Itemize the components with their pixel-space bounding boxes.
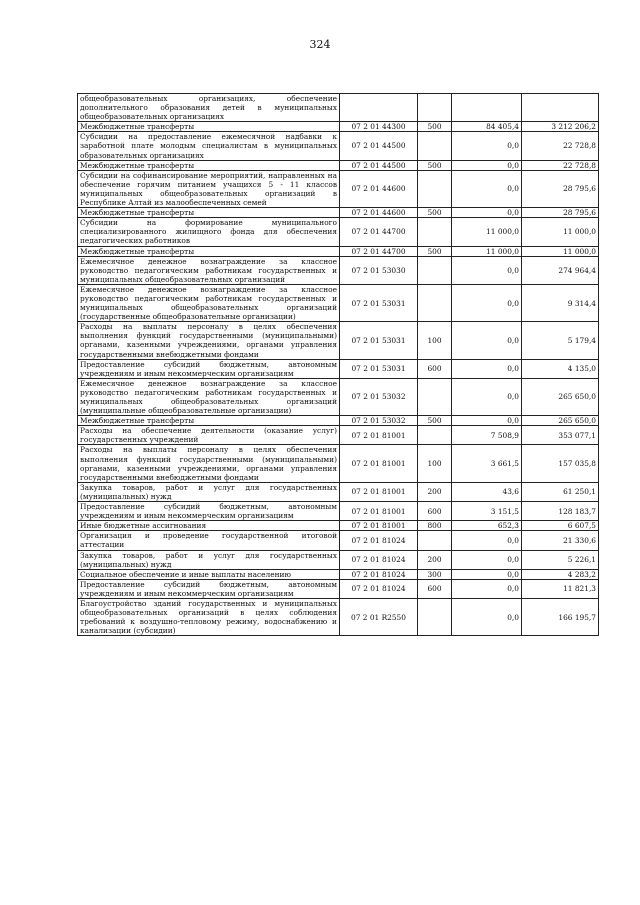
table-row	[78, 94, 599, 122]
table-row	[78, 218, 599, 246]
amount-column-2-cell: 9 314,4	[522, 284, 599, 321]
expense-type-cell: 100	[418, 445, 452, 482]
expense-name-cell: Иные бюджетные ассигнования	[78, 521, 340, 531]
amount-column-2-cell: 6 607,5	[522, 521, 599, 531]
table-row	[78, 482, 599, 501]
budget-code-cell: 07 2 01 81024	[340, 550, 418, 569]
budget-code-cell: 07 2 01 44500	[340, 132, 418, 160]
table-row	[78, 416, 599, 426]
budget-code-cell: 07 2 01 81024	[340, 579, 418, 598]
expense-type-cell: 600	[418, 359, 452, 378]
budget-code-cell: 07 2 01 81001	[340, 482, 418, 501]
expense-name-cell: Субсидии на предоставление ежемесячной надбавки к заработной плате молодым специалистам в муниципальных образовательных организациях	[78, 132, 340, 160]
budget-code-cell: 07 2 01 81001	[340, 521, 418, 531]
expense-type-cell: 800	[418, 521, 452, 531]
amount-column-1-cell: 0,0	[452, 569, 522, 579]
table-row	[78, 160, 599, 170]
expense-type-cell: 100	[418, 322, 452, 359]
amount-column-1-cell: 0,0	[452, 208, 522, 218]
amount-column-1-cell: 0,0	[452, 322, 522, 359]
table-row	[78, 426, 599, 445]
table-row	[78, 569, 599, 579]
budget-code-cell: 07 2 01 53032	[340, 416, 418, 426]
expense-name-cell: Закупка товаров, работ и услуг для государственных (муниципальных) нужд	[78, 482, 340, 501]
budget-code-cell: 07 2 01 81001	[340, 445, 418, 482]
table-row	[78, 170, 599, 207]
amount-column-1-cell: 0,0	[452, 284, 522, 321]
amount-column-1-cell: 0,0	[452, 132, 522, 160]
expense-name-cell: Межбюджетные трансферты	[78, 416, 340, 426]
amount-column-1-cell: 0,0	[452, 579, 522, 598]
amount-column-2-cell	[522, 94, 599, 122]
expense-name-cell: Предоставление субсидий бюджетным, автономным учреждениям и иным некоммерческим организациям	[78, 502, 340, 521]
table-row	[78, 122, 599, 132]
expense-name-cell: Межбюджетные трансферты	[78, 122, 340, 132]
expense-name-cell: Расходы на выплаты персоналу в целях обеспечения выполнения функций государственными (муниципальными) органами, казенными учреждениями, органами управления государственными внебюджетными фондами	[78, 445, 340, 482]
expense-type-cell	[418, 256, 452, 284]
table-row	[78, 256, 599, 284]
budget-code-cell: 07 2 01 81024	[340, 531, 418, 550]
amount-column-2-cell: 28 795,6	[522, 170, 599, 207]
expense-name-cell: Субсидии на формирование муниципального специализированного жилищного фонда для обеспечения педагогических работников	[78, 218, 340, 246]
table-row	[78, 521, 599, 531]
budget-code-cell: 07 2 01 44600	[340, 170, 418, 207]
expense-name-cell: Организация и проведение государственной итоговой аттестации	[78, 531, 340, 550]
table-row	[78, 531, 599, 550]
amount-column-2-cell: 28 795,6	[522, 208, 599, 218]
expense-type-cell: 500	[418, 160, 452, 170]
table-row	[78, 208, 599, 218]
expense-type-cell	[418, 598, 452, 635]
amount-column-1-cell: 3 151,5	[452, 502, 522, 521]
amount-column-1-cell: 0,0	[452, 378, 522, 415]
table-row	[78, 246, 599, 256]
expense-type-cell: 600	[418, 579, 452, 598]
table-row	[78, 284, 599, 321]
amount-column-1-cell: 84 405,4	[452, 122, 522, 132]
budget-code-cell: 07 2 01 R2550	[340, 598, 418, 635]
expense-type-cell	[418, 378, 452, 415]
budget-code-cell: 07 2 01 44500	[340, 160, 418, 170]
expense-type-cell	[418, 94, 452, 122]
table-row	[78, 502, 599, 521]
expense-type-cell: 200	[418, 550, 452, 569]
expense-type-cell: 600	[418, 502, 452, 521]
amount-column-2-cell: 353 077,1	[522, 426, 599, 445]
amount-column-1-cell: 43,6	[452, 482, 522, 501]
table-row	[78, 322, 599, 359]
expense-name-cell: Ежемесячное денежное вознаграждение за классное руководство педагогическим работникам государственных и муниципальных общеобразовательных организаций (муниципальные общеобразовательные организации)	[78, 378, 340, 415]
budget-table-body	[78, 94, 599, 636]
table-row	[78, 132, 599, 160]
budget-code-cell: 07 2 01 44700	[340, 218, 418, 246]
expense-type-cell: 500	[418, 122, 452, 132]
amount-column-1-cell: 0,0	[452, 256, 522, 284]
amount-column-1-cell: 652,3	[452, 521, 522, 531]
amount-column-1-cell: 0,0	[452, 416, 522, 426]
budget-code-cell: 07 2 01 53031	[340, 322, 418, 359]
expense-name-cell: Межбюджетные трансферты	[78, 160, 340, 170]
table-row	[78, 378, 599, 415]
amount-column-2-cell: 22 728,8	[522, 132, 599, 160]
budget-code-cell: 07 2 01 81001	[340, 502, 418, 521]
amount-column-2-cell: 157 035,8	[522, 445, 599, 482]
amount-column-2-cell: 5 226,1	[522, 550, 599, 569]
expense-name-cell: Предоставление субсидий бюджетным, автономным учреждениям и иным некоммерческим организациям	[78, 359, 340, 378]
budget-code-cell: 07 2 01 81024	[340, 569, 418, 579]
expense-name-cell: Ежемесячное денежное вознаграждение за классное руководство педагогическим работникам государственных и муниципальных общеобразовательных организаций	[78, 256, 340, 284]
budget-code-cell: 07 2 01 53032	[340, 378, 418, 415]
expense-name-cell: Предоставление субсидий бюджетным, автономным учреждениям и иным некоммерческим организациям	[78, 579, 340, 598]
budget-code-cell	[340, 94, 418, 122]
budget-code-cell: 07 2 01 53030	[340, 256, 418, 284]
amount-column-1-cell: 0,0	[452, 359, 522, 378]
expense-type-cell	[418, 284, 452, 321]
amount-column-1-cell: 0,0	[452, 531, 522, 550]
amount-column-2-cell: 265 650,0	[522, 378, 599, 415]
page-number: 324	[309, 38, 331, 51]
expense-name-cell: Расходы на обеспечение деятельности (оказание услуг) государственных учреждений	[78, 426, 340, 445]
table-row	[78, 359, 599, 378]
table-row	[78, 445, 599, 482]
expense-type-cell: 200	[418, 482, 452, 501]
expense-name-cell: Ежемесячное денежное вознаграждение за классное руководство педагогическим работникам государственных и муниципальных общеобразовательных организаций (государственные общеобразовательные организации)	[78, 284, 340, 321]
table-row	[78, 598, 599, 635]
amount-column-2-cell: 128 183,7	[522, 502, 599, 521]
amount-column-1-cell: 0,0	[452, 160, 522, 170]
expense-name-cell: Межбюджетные трансферты	[78, 208, 340, 218]
amount-column-2-cell: 4 135,0	[522, 359, 599, 378]
amount-column-1-cell: 0,0	[452, 170, 522, 207]
budget-code-cell: 07 2 01 44300	[340, 122, 418, 132]
expense-type-cell	[418, 132, 452, 160]
expense-type-cell: 500	[418, 208, 452, 218]
amount-column-2-cell: 3 212 206,2	[522, 122, 599, 132]
expense-type-cell	[418, 426, 452, 445]
amount-column-2-cell: 61 250,1	[522, 482, 599, 501]
amount-column-2-cell: 265 650,0	[522, 416, 599, 426]
expense-name-cell: Закупка товаров, работ и услуг для государственных (муниципальных) нужд	[78, 550, 340, 569]
amount-column-2-cell: 11 821,3	[522, 579, 599, 598]
amount-column-2-cell: 21 330,6	[522, 531, 599, 550]
amount-column-1-cell: 0,0	[452, 550, 522, 569]
budget-table	[77, 93, 599, 636]
expense-type-cell	[418, 170, 452, 207]
amount-column-2-cell: 11 000,0	[522, 218, 599, 246]
expense-name-cell: Субсидии на софинансирование мероприятий, направленных на обеспечение горячим питанием учащихся 5 - 11 классов муниципальных общеобразовательных организаций в Республике Алтай из малообеспеченных семей	[78, 170, 340, 207]
amount-column-2-cell: 22 728,8	[522, 160, 599, 170]
expense-name-cell: Межбюджетные трансферты	[78, 246, 340, 256]
expense-type-cell	[418, 531, 452, 550]
budget-code-cell: 07 2 01 81001	[340, 426, 418, 445]
amount-column-1-cell	[452, 94, 522, 122]
table-row	[78, 579, 599, 598]
expense-name-cell: Расходы на выплаты персоналу в целях обеспечения выполнения функций государственными (муниципальными) органами, казенными учреждениями, органами управления государственными внебюджетными фондами	[78, 322, 340, 359]
amount-column-2-cell: 11 000,0	[522, 246, 599, 256]
amount-column-2-cell: 4 283,2	[522, 569, 599, 579]
amount-column-1-cell: 11 000,0	[452, 218, 522, 246]
expense-name-cell: Благоустройство зданий государственных и муниципальных общеобразовательных организаций в целях соблюдения требований к воздушно-тепловому режиму, водоснабжению и канализации (субсидии)	[78, 598, 340, 635]
amount-column-2-cell: 166 195,7	[522, 598, 599, 635]
expense-type-cell: 300	[418, 569, 452, 579]
budget-code-cell: 07 2 01 53031	[340, 359, 418, 378]
amount-column-1-cell: 3 661,5	[452, 445, 522, 482]
expense-type-cell	[418, 218, 452, 246]
expense-name-cell: общеобразовательных организациях, обеспечение дополнительного образования детей в муниципальных общеобразовательных организациях	[78, 94, 340, 122]
amount-column-1-cell: 11 000,0	[452, 246, 522, 256]
table-row	[78, 550, 599, 569]
amount-column-1-cell: 7 508,9	[452, 426, 522, 445]
amount-column-2-cell: 5 179,4	[522, 322, 599, 359]
budget-code-cell: 07 2 01 44600	[340, 208, 418, 218]
budget-code-cell: 07 2 01 44700	[340, 246, 418, 256]
amount-column-1-cell: 0,0	[452, 598, 522, 635]
expense-type-cell: 500	[418, 246, 452, 256]
amount-column-2-cell: 274 964,4	[522, 256, 599, 284]
budget-code-cell: 07 2 01 53031	[340, 284, 418, 321]
expense-type-cell: 500	[418, 416, 452, 426]
expense-name-cell: Социальное обеспечение и иные выплаты населению	[78, 569, 340, 579]
